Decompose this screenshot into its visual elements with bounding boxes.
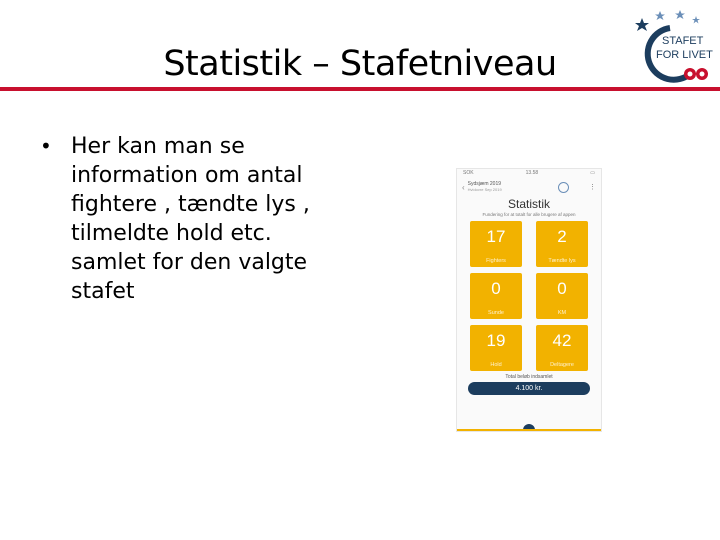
stat-label: Tændte lys bbox=[548, 258, 576, 264]
battery-icon: ▭ bbox=[590, 170, 595, 176]
bullet-dot: • bbox=[40, 134, 52, 158]
total-label: Total beløb indsamlet bbox=[505, 374, 553, 380]
carrier-label: SOK bbox=[463, 170, 474, 176]
stat-tile-teams bbox=[470, 325, 522, 371]
stafet-for-livet-logo bbox=[632, 6, 720, 86]
bullet-item: Her kan man se information om antal fightere , tændte lys , tilmeldte hold etc. samlet for den valgte stafet bbox=[71, 134, 310, 304]
svg-text:FOR LIVET: FOR LIVET bbox=[656, 49, 713, 61]
stat-tile-fighters bbox=[470, 221, 522, 267]
slide-title: Statistik – Stafetniveau bbox=[163, 44, 557, 84]
stat-label: Fighters bbox=[486, 258, 506, 264]
stat-tile-participants bbox=[536, 325, 588, 371]
more-menu-icon[interactable]: ⋮ bbox=[589, 184, 596, 191]
screen-subtitle: Fundering for at totalt for alle brugere af appen bbox=[482, 212, 576, 217]
star-icon bbox=[675, 10, 685, 19]
back-chevron-icon[interactable]: ‹ bbox=[462, 182, 465, 192]
stat-label: Hold bbox=[490, 362, 502, 368]
app-screenshot bbox=[456, 168, 602, 432]
star-icon bbox=[655, 11, 665, 20]
status-time: 13.58 bbox=[525, 170, 539, 176]
stat-tile-candles bbox=[536, 221, 588, 267]
stat-value: 0 bbox=[557, 279, 567, 298]
bullet-list bbox=[40, 132, 340, 306]
stat-value: 19 bbox=[486, 331, 506, 350]
stat-label: Sunde bbox=[488, 310, 504, 316]
star-icon bbox=[692, 16, 700, 24]
app-logo-icon bbox=[558, 182, 569, 193]
svg-text:STAFET: STAFET bbox=[662, 35, 704, 47]
title-divider bbox=[0, 87, 720, 91]
stat-value: 2 bbox=[557, 227, 567, 246]
stat-tile-km bbox=[536, 273, 588, 319]
stat-value: 0 bbox=[491, 279, 501, 298]
screen-title: Statistik bbox=[507, 197, 550, 211]
stat-label: KM bbox=[557, 310, 567, 316]
stat-tile-rounds bbox=[470, 273, 522, 319]
bottom-accent-bar bbox=[457, 429, 601, 431]
total-amount: 4.100 kr. bbox=[468, 382, 590, 395]
status-bar bbox=[457, 169, 601, 179]
event-name: Sydsjæm 2019 bbox=[467, 181, 502, 187]
app-header bbox=[457, 179, 601, 195]
star-icon bbox=[635, 18, 649, 31]
stat-value: 17 bbox=[486, 227, 506, 246]
event-date: Hvidovre Sep 2019 bbox=[467, 187, 502, 192]
stats-grid bbox=[457, 221, 601, 371]
stat-value: 42 bbox=[552, 331, 572, 350]
stat-label: Deltagere bbox=[550, 362, 574, 368]
